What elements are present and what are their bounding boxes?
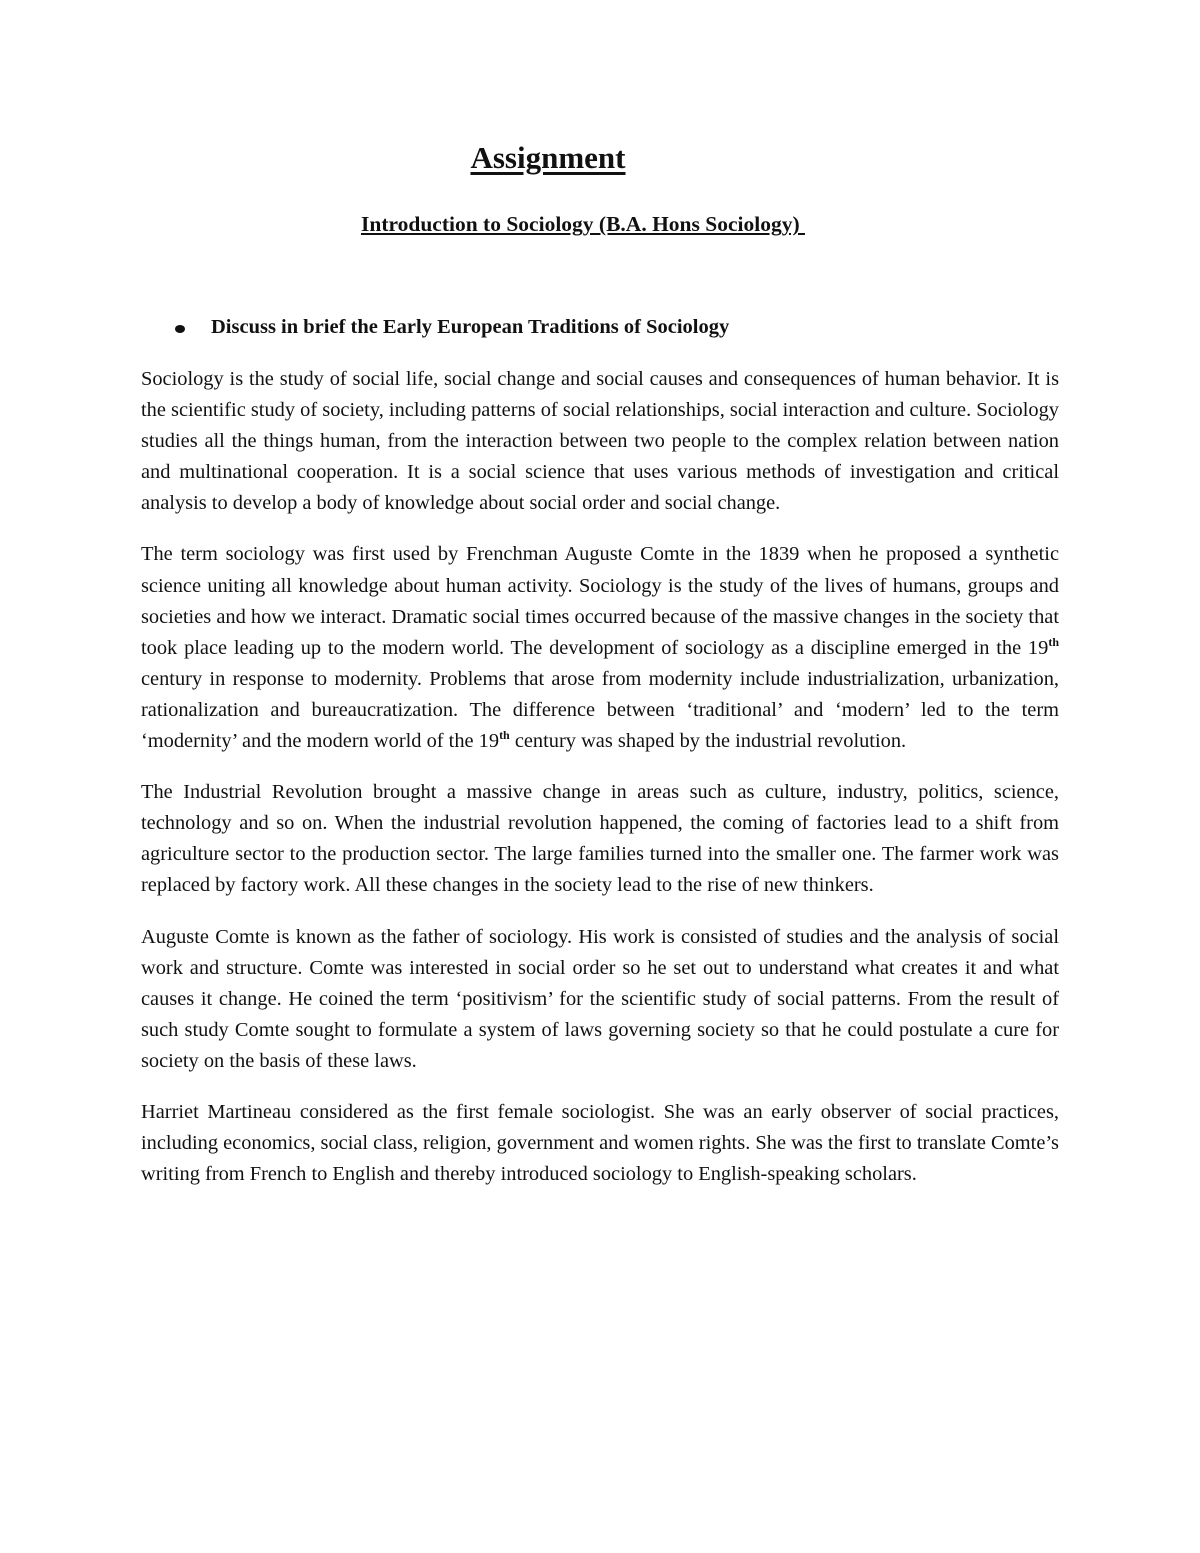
superscript-th-1: th	[1048, 634, 1059, 649]
paragraph-5: Harriet Martineau considered as the first female sociologist. She was an early observer of social practices, including economics, social class, religion, government and women rights. She was the first to translate Comte’s writing from French to English and thereby introduced sociology to English-speaking scholars.	[141, 1100, 1059, 1186]
paragraph-2-part-2: century in response to modernity. Problems that arose from modernity include industrialization, urbanization, rationalization and bureaucratization. The difference between ‘traditional’ and ‘modern’ led to the term ‘modernity’ and the modern world of the 19	[141, 667, 1059, 753]
document-body	[141, 364, 1059, 1210]
paragraph-2	[141, 539, 1059, 757]
document-title: Assignment	[470, 140, 626, 175]
paragraph-4: Auguste Comte is known as the father of sociology. His work is consisted of studies and the analysis of social work and structure. Comte was interested in social order so he set out to understand what creates it and what causes it change. He coined the term ‘positivism’ for the scientific study of social patterns. From the result of such study Comte sought to formulate a system of laws governing society so that he could postulate a cure for society on the basis of these laws.	[141, 925, 1059, 1072]
document-subtitle: Introduction to Sociology (B.A. Hons Sociology)	[361, 212, 805, 236]
paragraph-2-part-1: The term sociology was first used by Frenchman Auguste Comte in the 1839 when he proposed a synthetic science uniting all knowledge about human activity. Sociology is the study of the lives of humans, groups and societies and how we interact. Dramatic social times occurred because of the massive changes in the society that took place leading up to the modern world. The development of sociology as a discipline emerged in the 19	[141, 543, 1059, 659]
paragraph-1: Sociology is the study of social life, social change and social causes and consequences of human behavior. It is the scientific study of society, including patterns of social relationships, social interaction and culture. Sociology studies all the things human, from the interaction between two people to the complex relation between nation and multinational cooperation. It is a social science that uses various methods of investigation and critical analysis to develop a body of knowledge about social order and social change.	[141, 368, 1059, 515]
paragraph-2-part-3: century was shaped by the industrial revolution.	[509, 730, 907, 753]
question-heading: Discuss in brief the Early European Traditions of Sociology	[211, 316, 730, 338]
bullet-icon	[175, 325, 185, 333]
paragraph-3: The Industrial Revolution brought a massive change in areas such as culture, industry, politics, science, technology and so on. When the industrial revolution happened, the coming of factories lead to a shift from agriculture sector to the production sector. The large families turned into the smaller one. The farmer work was replaced by factory work. All these changes in the society lead to the rise of new thinkers.	[141, 781, 1059, 897]
superscript-th-2: th	[499, 728, 510, 743]
